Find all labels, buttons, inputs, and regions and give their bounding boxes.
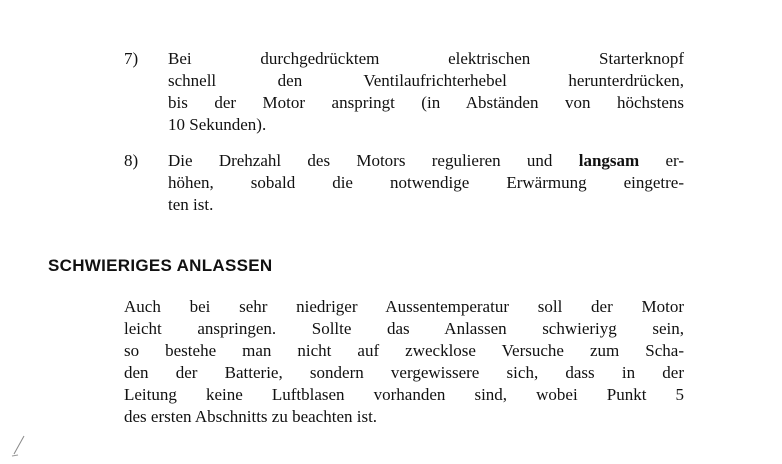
section-paragraph bbox=[124, 296, 684, 428]
text-segment: er- bbox=[639, 151, 684, 170]
text-line: schnell den Ventilaufrichterhebel herunterdrücken, bbox=[168, 71, 684, 90]
text-line: Auch bei sehr niedriger Aussentemperatur soll der Motor bbox=[124, 297, 684, 316]
text-line: höhen, sobald die notwendige Erwärmung eingetre- bbox=[168, 173, 684, 192]
text-segment: Die Drehzahl des Motors regulieren und bbox=[168, 151, 579, 170]
text-line bbox=[168, 150, 684, 172]
list-item-text bbox=[168, 150, 684, 216]
bold-word: langsam bbox=[578, 151, 640, 170]
pen-mark-icon bbox=[8, 434, 30, 460]
list-item-number: 7) bbox=[124, 49, 139, 68]
list-item-text bbox=[168, 48, 684, 136]
text-line: bis der Motor anspringt (in Abständen von höchstens bbox=[168, 93, 684, 112]
text-line: den der Batterie, sondern vergewissere sich, dass in der bbox=[124, 363, 684, 382]
text-line: so bestehe man nicht auf zwecklose Versuche zum Scha- bbox=[124, 341, 684, 360]
text-line: ten ist. bbox=[168, 195, 214, 214]
list-item-number: 8) bbox=[124, 151, 139, 170]
text-line: Bei durchgedrücktem elektrischen Starterknopf bbox=[168, 49, 684, 68]
text-line: leicht anspringen. Sollte das Anlassen schwieriyg sein, bbox=[124, 319, 684, 338]
section-heading: SCHWIERIGES ANLASSEN bbox=[48, 256, 273, 275]
text-line: 10 Sekunden). bbox=[168, 115, 267, 134]
text-line: des ersten Abschnitts zu beachten ist. bbox=[124, 407, 378, 426]
text-line: Leitung keine Luftblasen vorhanden sind, wobei Punkt 5 bbox=[124, 385, 684, 404]
